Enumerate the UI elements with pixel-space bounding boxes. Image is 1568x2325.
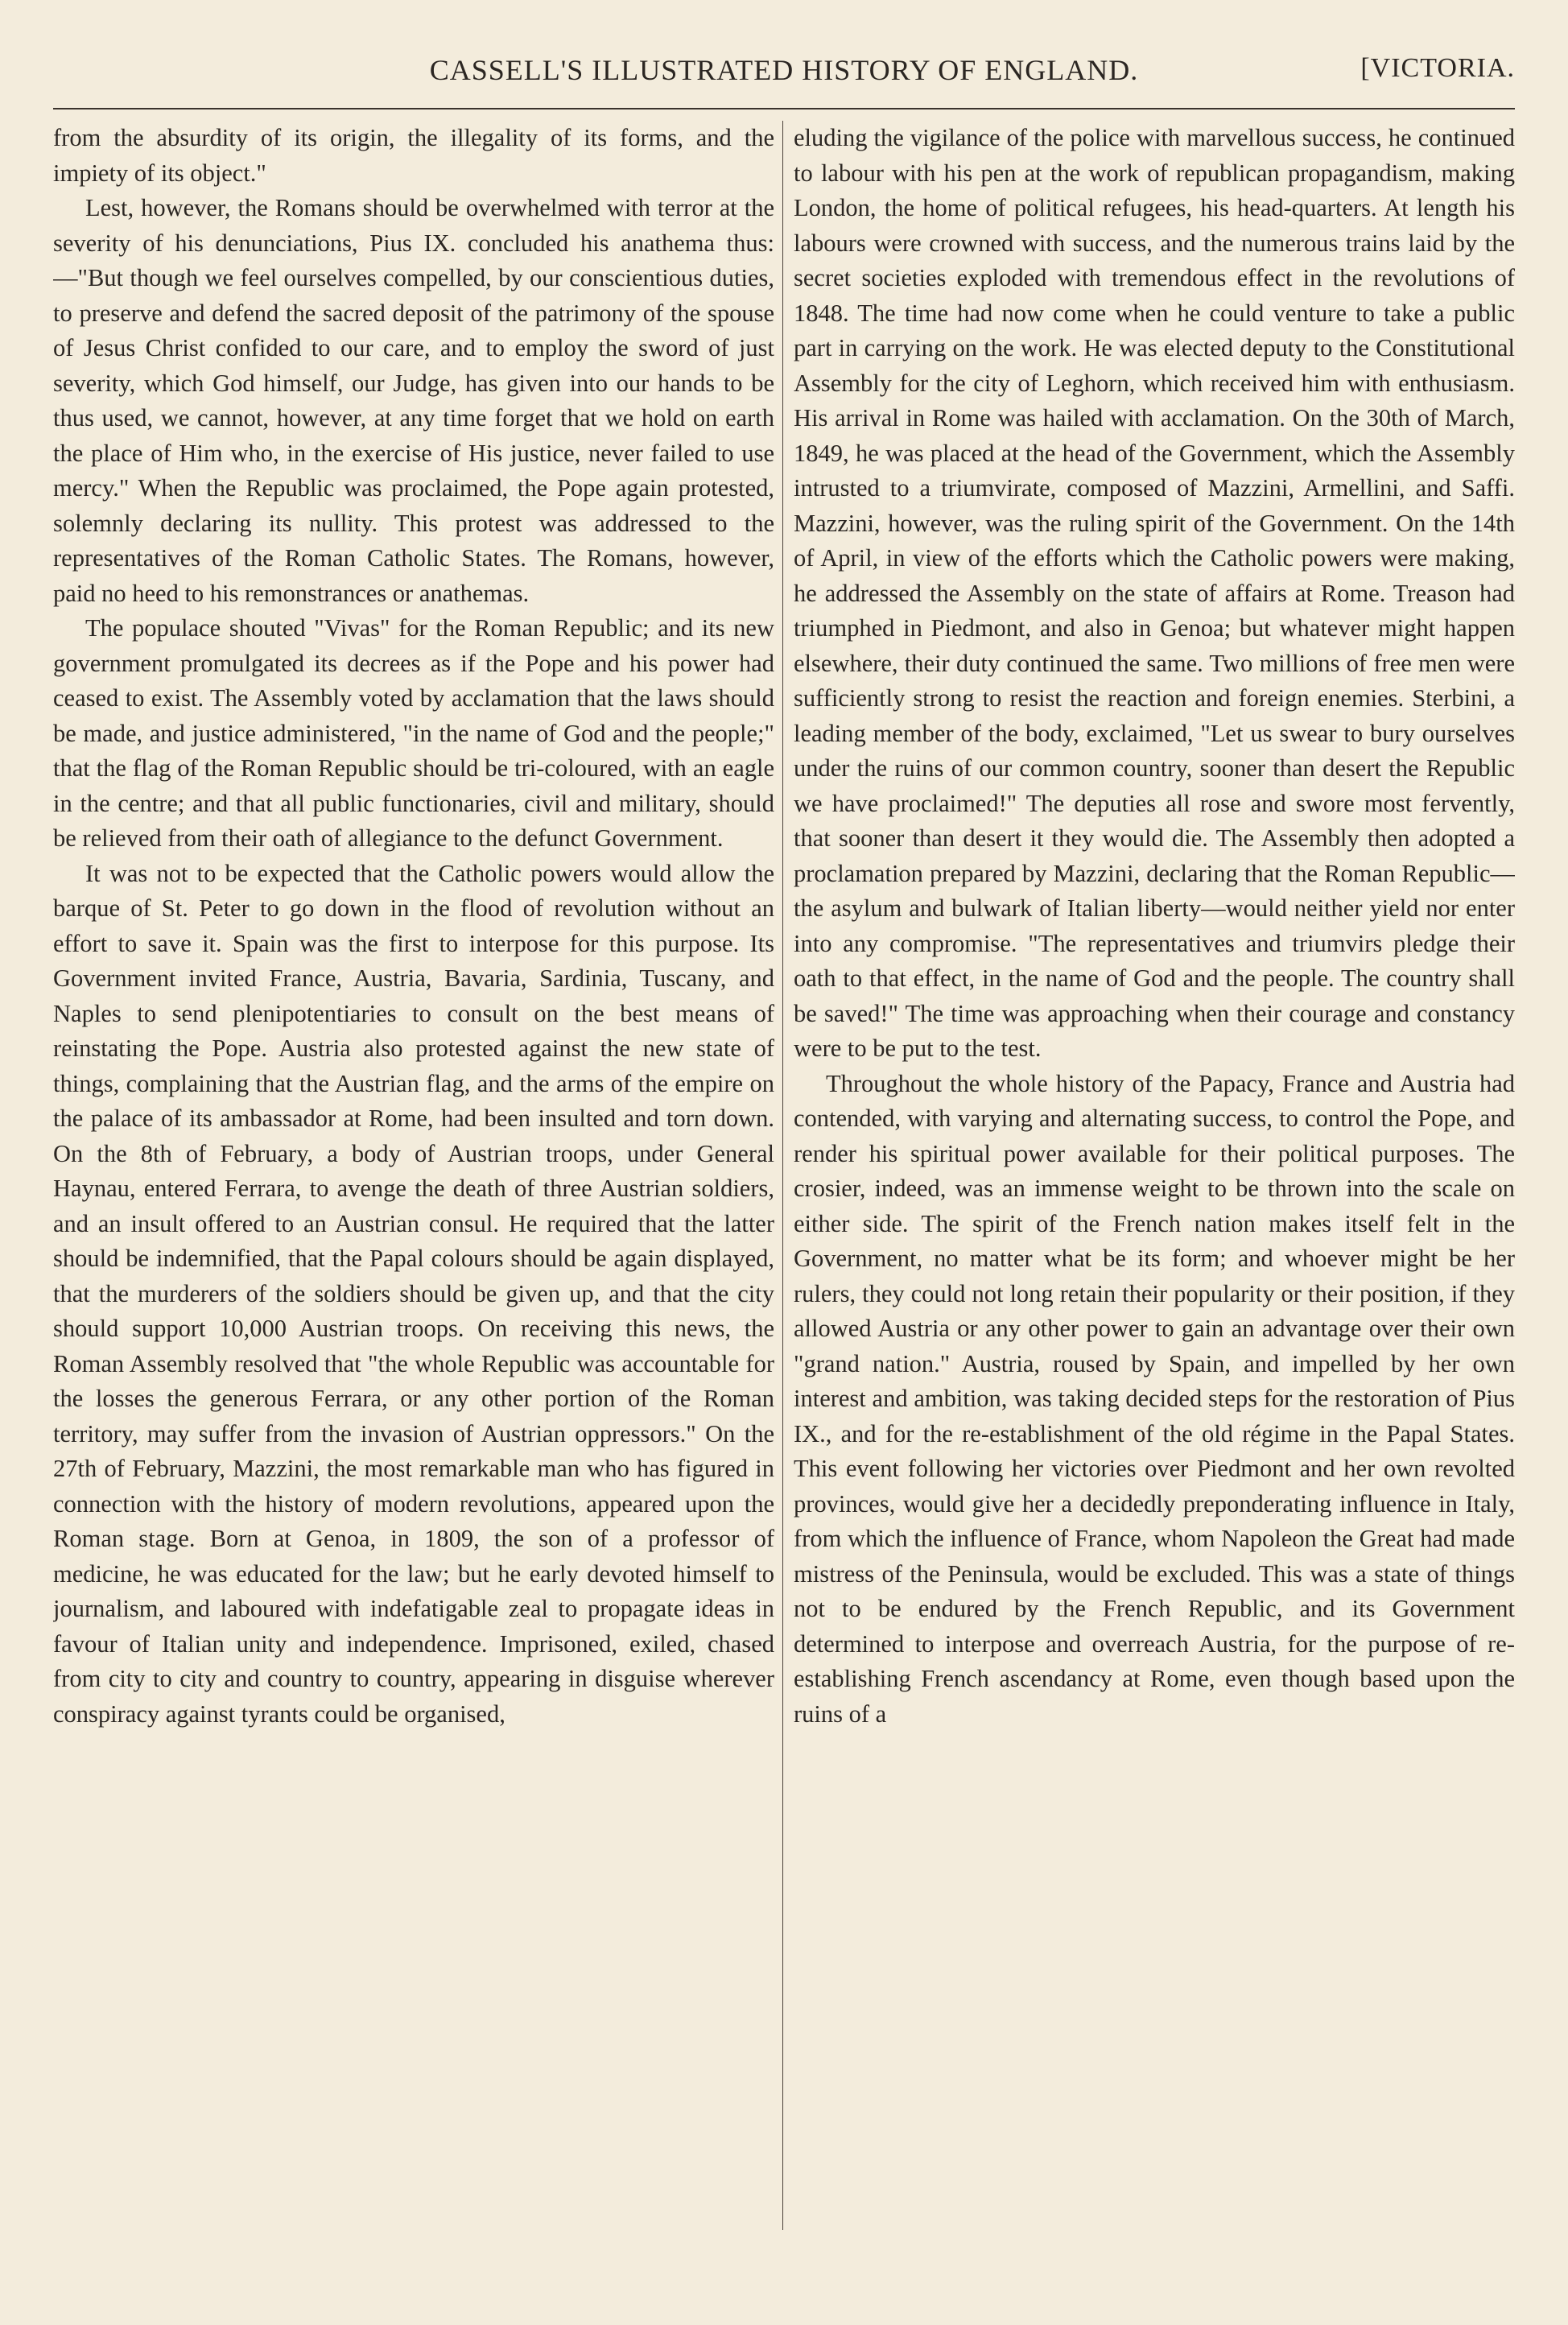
paragraph: Lest, however, the Romans should be overwhelmed with terror at the severity of his denunciations, Pius IX. concluded his anathema thus:—"But though we feel ourselves compelled, by our conscientious duties, to preserve and defend the sacred deposit of the patrimony of the spouse of Jesus Christ confided to our care, and to employ the sword of just severity, which God himself, our Judge, has given into our hands to be thus used, we cannot, however, at any time forget that we hold on earth the place of Him who, in the exercise of His justice, never failed to use mercy." When the Republic was proclaimed, the Pope again protested, solemnly declaring its nullity. This protest was addressed to the representatives of the Roman Catholic States. The Romans, however, paid no heed to his remonstrances or anathemas. (53, 194, 774, 607)
paragraph: eluding the vigilance of the police with marvellous success, he continued to labour with his pen at the work of republican propagandism, making London, the home of political refugees, his head-quarters. At length his labours were crowned with success, and the numerous trains laid by the secret societies exploded with tremendous effect in the revolutions of 1848. The time had now come when he could venture to take a public part in carrying on the work. He was elected deputy to the Constitutional Assembly for the city of Leghorn, which received him with enthusiasm. His arrival in Rome was hailed with acclamation. On the 30th of March, 1849, he was placed at the head of the Government, which the Assembly intrusted to a triumvirate, composed of Mazzini, Armellini, and Saffi. Mazzini, however, was the ruling spirit of the Government. On the 14th of April, in view of the efforts which the Catholic powers were making, he addressed the Assembly on the state of affairs at Rome. Treason had triumphed in Piedmont, and also in Genoa; but whatever might happen elsewhere, their duty continued the same. Two millions of free men were sufficiently strong to resist the reaction and foreign enemies. Sterbini, a leading member of the body, exclaimed, "Let us swear to bury ourselves under the ruins of our common country, sooner than desert the Republic we have proclaimed!" The deputies all rose and swore most fervently, that sooner than desert it they would die. The Assembly then adopted a proclamation prepared by Mazzini, declaring that the Roman Republic—the asylum and bulwark of Italian liberty—would neither yield nor enter into any compromise. "The representatives and triumvirs pledge their oath to that effect, in the name of God and the people. The country shall be saved!" The time was approaching when their courage and constancy were to be put to the test. (794, 124, 1515, 1062)
running-header (53, 47, 1515, 95)
paragraph: The populace shouted "Vivas" for the Roman Republic; and its new government promulgated its decrees as if the Pope and his power had ceased to exist. The Assembly voted by acclamation that the laws should be made, and justice administered, "in the name of God and the people;" that the flag of the Roman Republic should be tri-coloured, with an eagle in the centre; and that all public functionaries, civil and military, should be relieved from their oath of allegiance to the defunct Government. (53, 614, 774, 852)
right-column (794, 121, 1515, 2246)
section-label: [VICTORIA. (1360, 53, 1515, 83)
paragraph: from the absurdity of its origin, the illegality of its forms, and the impiety of its object." (53, 124, 774, 187)
paragraph: It was not to be expected that the Catholic powers would allow the barque of St. Peter to go down in the flood of revolution without an effort to save it. Spain was the first to interpose for this purpose. Its Government invited France, Austria, Bavaria, Sardinia, Tuscany, and Naples to send plenipotentiaries to consult on the best means of reinstating the Pope. Austria also protested against the new state of things, complaining that the Austrian flag, and the arms of the empire on the palace of its ambassador at Rome, had been insulted and torn down. On the 8th of February, a body of Austrian troops, under General Haynau, entered Ferrara, to avenge the death of three Austrian soldiers, and an insult offered to an Austrian consul. He required that the latter should be indemnified, that the Papal colours should be again displayed, that the murderers of the soldiers should be given up, and that the city should support 10,000 Austrian troops. On receiving this news, the Roman Assembly resolved that "the whole Republic was accountable for the losses the generous Ferrara, or any other portion of the Roman territory, may suffer from the invasion of Austrian oppressors." On the 27th of February, Mazzini, the most remarkable man who has figured in connection with the history of modern revolutions, appeared upon the Roman stage. Born at Genoa, in 1809, the son of a professor of medicine, he was educated for the law; but he early devoted himself to journalism, and laboured with indefatigable zeal to propagate ideas in favour of Italian unity and independence. Imprisoned, exiled, chased from city to city and country to country, appearing in disguise wherever conspiracy against tyrants could be organised, (53, 859, 774, 1728)
paragraph: Throughout the whole history of the Papacy, France and Austria had contended, with varying and alternating success, to control the Pope, and render his spiritual power available for their political purposes. The crosier, indeed, was an immense weight to be thrown into the scale on either side. The spirit of the French nation makes itself felt in the Government, no matter what be its form; and whoever might be her rulers, they could not long retain their popularity or their position, if they allowed Austria or any other power to gain an advantage over their own "grand nation." Austria, roused by Spain, and impelled by her own interest and ambition, was taking decided steps for the restoration of Pius IX., and for the re-establishment of the old régime in the Papal States. This event following her victories over Piedmont and her own revolted provinces, would give her a decidedly preponderating influence in Italy, from which the influence of France, whom Napoleon the Great had made mistress of the Peninsula, would be excluded. This was a state of things not to be endured by the French Republic, and its Government determined to interpose and overreach Austria, for the purpose of re-establishing French ascendancy at Rome, even though based upon the ruins of a (794, 1069, 1515, 1728)
page-title: CASSELL'S ILLUSTRATED HISTORY OF ENGLAND. (429, 54, 1139, 86)
column-divider (782, 121, 783, 2230)
left-column (53, 121, 774, 2246)
header-rule (53, 108, 1515, 109)
